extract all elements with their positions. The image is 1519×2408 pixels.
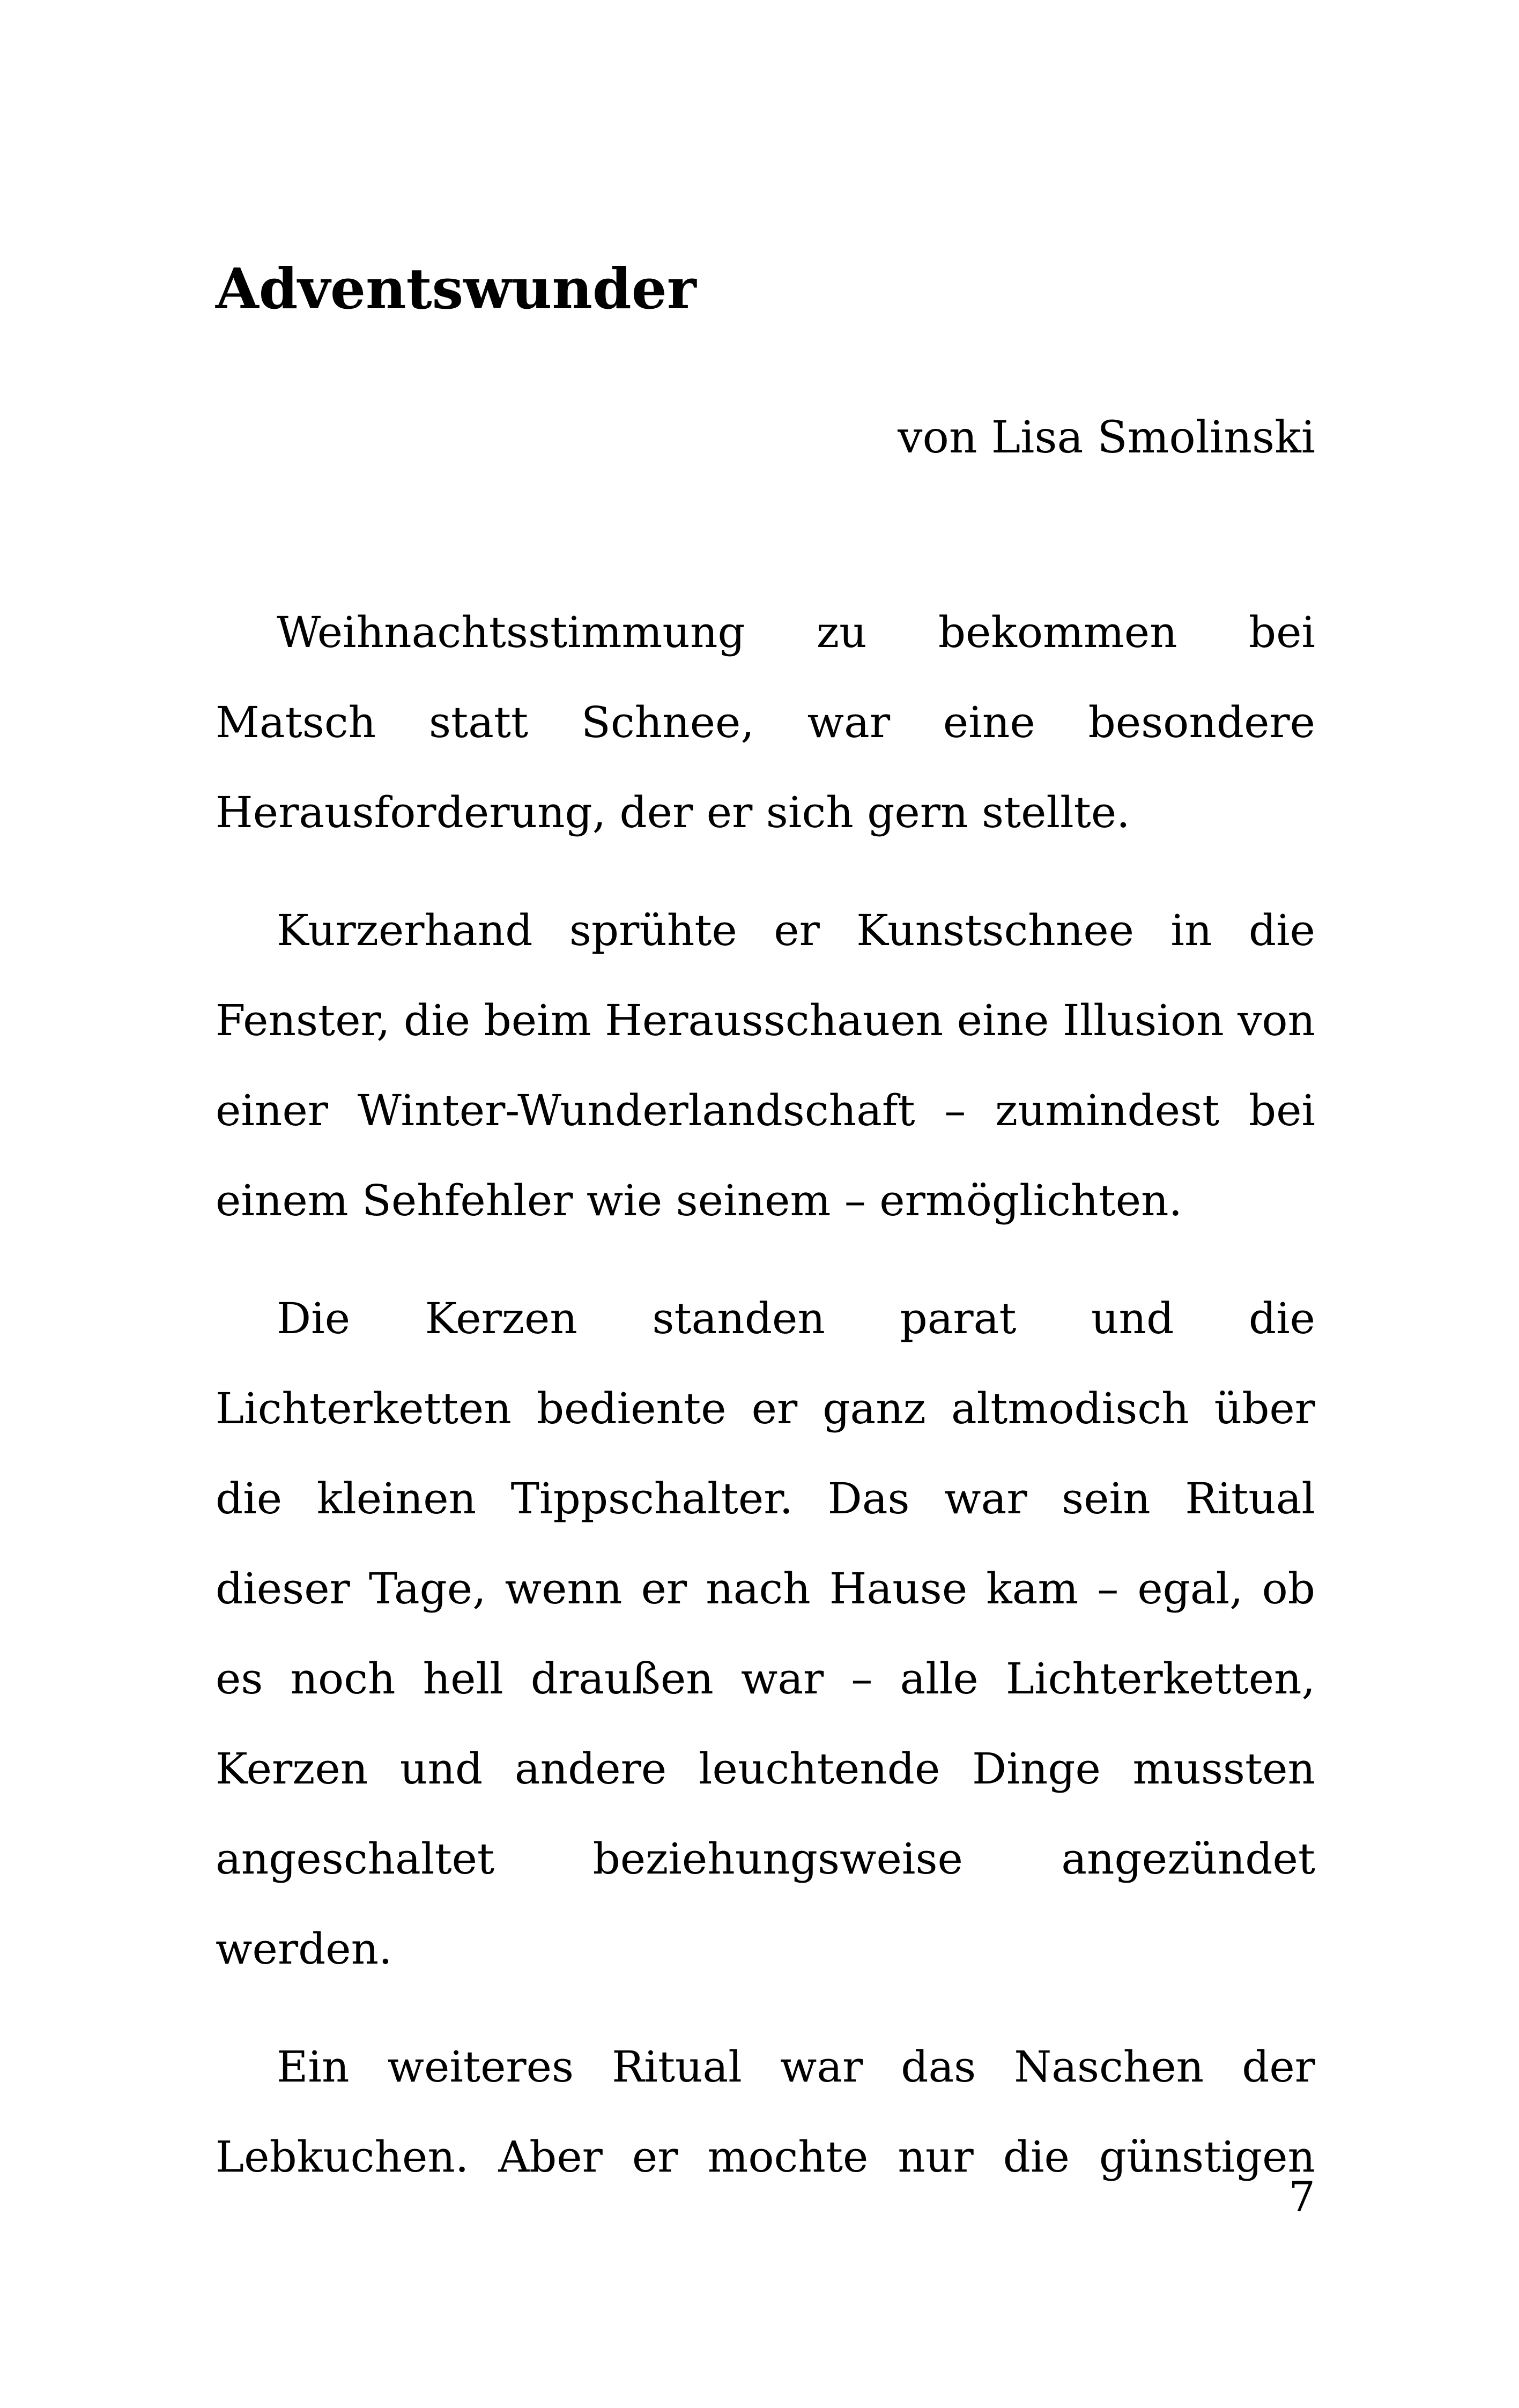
paragraph: Weihnachtsstimmung zu bekommen bei Matsch statt Schnee, war eine besondere Herausforderung, der er sich gern stellte. <box>216 607 1315 837</box>
story-body <box>216 588 1315 2230</box>
story-title: Adventswunder <box>216 256 696 322</box>
paragraph: Die Kerzen standen parat und die Lichterketten bediente er ganz altmodisch über die kleinen Tippschalter. Das war sein Ritual dieser Tage, wenn er nach Hause kam – egal, ob es noch hell draußen war – alle Lichterketten, Kerzen und andere leuchtende Dinge mussten angeschaltet beziehungsweise angezündet werden. <box>216 1294 1315 1974</box>
author-byline: von Lisa Smolinski <box>898 412 1315 463</box>
paragraph: Ein weiteres Ritual war das Naschen der Lebkuchen. Aber er mochte nur die günstigen <box>216 2042 1315 2182</box>
page-number: 7 <box>1288 2173 1315 2221</box>
paragraph: Kurzerhand sprühte er Kunstschnee in die Fenster, die beim Herausschauen eine Illusion von einer Winter-Wunderlandschaft – zumindest bei einem Sehfehler wie seinem – ermöglichten. <box>216 905 1315 1225</box>
